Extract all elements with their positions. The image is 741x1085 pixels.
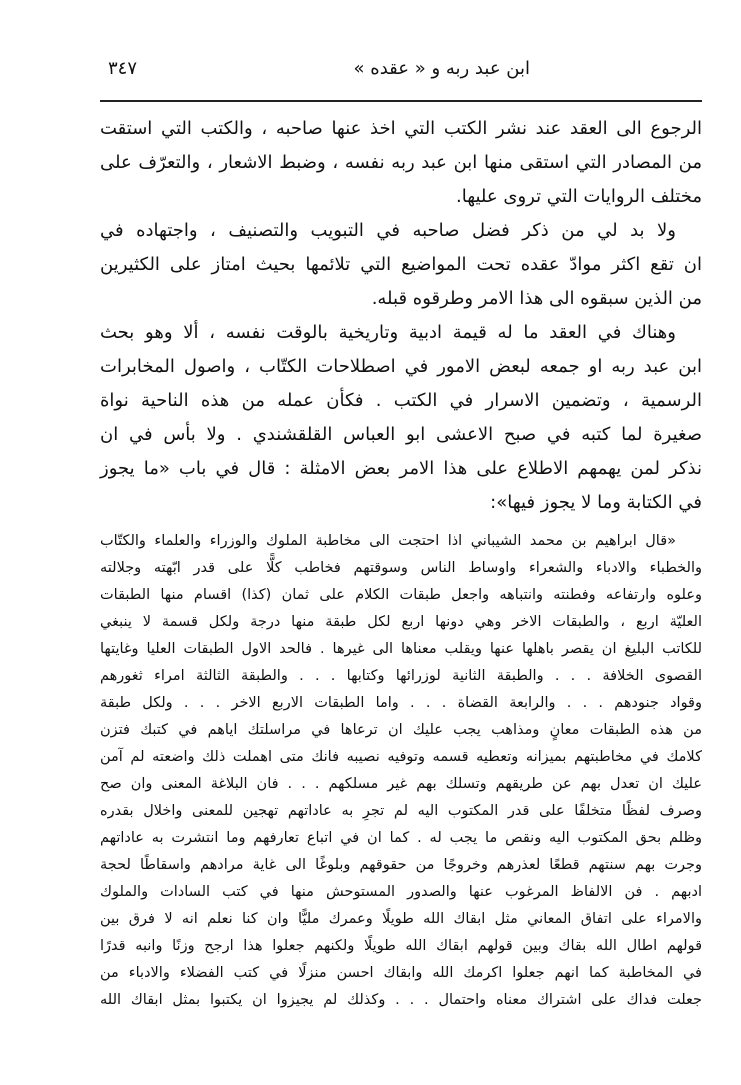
quote-line: جعلت فداك على اشتراك معناه واحتمال . . . وكذلك لم يجيزوا ان يكتبوا بمثل ابقاك الله <box>100 992 702 1008</box>
quote-line: وظلم بحق المكتوب اليه ونقص ما يجب له . كما ان في اتباع تعارفهم وما انتشرت به عاداتهم <box>100 830 702 846</box>
page-body <box>100 112 702 1014</box>
text-line: الرجوع الى العقد عند نشر الكتب التي اخذ عنها صاحبه ، والكتب التي استقت <box>100 118 702 139</box>
text-line: في الكتابة وما لا يجوز فيها»: <box>490 492 702 513</box>
quote-line: من هذه الطبقات معانٍ ومذاهب يجب عليك ان ترعاها في مراسلتك اياهم في كتبك فتزن <box>100 722 702 738</box>
text-line: ان تقع اكثر موادّ عقده تحت المواضيع التي تلائمها بحيث امتاز على الكثيرين <box>100 254 702 275</box>
main-text <box>100 112 702 520</box>
quote-line: في المخاطبة كما انهم جعلوا اكرمك الله وابقاك احسن منزلًا في كتب الفضلاء والادباء من <box>100 965 702 981</box>
quote-line: والامراء على اتفاق المعاني مثل ابقاك الله طويلًا وعمرك مليًّا وان كنا نعلم انه لا فرق بين <box>100 911 702 927</box>
text-line: صغيرة لما كتبه في صبح الاعشى ابو العباس القلقشندي . ولا بأس في ان <box>100 424 702 445</box>
text-line: من المصادر التي استقى منها ابن عبد ربه نفسه ، وضبط الاشعار ، والتعرّف على <box>100 152 702 173</box>
page-number: ٣٤٧ <box>108 58 138 79</box>
quote-line: والخطباء والادباء والشعراء واوساط الناس وسوقتهم فخاطب كلًّا على قدر ابّهته وجلالته <box>100 560 702 576</box>
text-line: من الذين سبقوه الى هذا الامر وطرقوه قبله. <box>371 288 702 309</box>
quote-line: للكاتب البليغ ان يقصر باهلها عنها ويقلب معناها الى غيرها . فالحد الاول الطبقات العليا وغايتها <box>100 641 702 657</box>
text-line: وهناك في العقد ما له قيمة ادبية وتاريخية بالوقت نفسه ، ألا وهو بحث <box>100 322 676 343</box>
running-title: ابن عبد ربه و « عقده » <box>353 58 530 79</box>
text-line: ابن عبد ربه او جمعه لبعض الامور في اصطلاحات الكتّاب ، واصول المخابرات <box>100 356 702 377</box>
text-line: مختلف الروايات التي تروى عليها. <box>456 186 702 207</box>
quote-line: كلامك في مخاطبتهم بميزانه وتعطيه قسمه وتوفيه نصيبه فانك متى اهملت ذلك واضعته لم آمن <box>100 749 702 765</box>
quote-line: عليك ان تعدل بهم عن طريقهم وتسلك بهم غير مسلكهم . . . فان البلاغة المعنى وان صح <box>100 776 702 792</box>
quote-line: القصوى الخلافة . . . والطبقة الثانية لوزرائها وكتابها . . . والطبقة الثالثة امراء ثغورهم <box>100 668 702 684</box>
text-line: نذكر لمن يهمهم الاطلاع على هذا الامر بعض الامثلة : قال في باب «ما يجوز <box>100 458 702 479</box>
quote-line: وقواد جنودهم . . . والرابعة القضاة . . . واما الطبقات الاربع الاخر . . . ولكل طبقة <box>100 695 702 711</box>
header-rule <box>100 100 702 102</box>
quote-line: وعلوه وارتفاعه وفطنته وانتباهه واجعل طبقات الكلام على ثمان (كذا) اقسام منها الطبقات <box>100 587 702 603</box>
quote-line: وجرت بهم سنتهم قطعًا لعذرهم وخروجًا من حقوقهم وبلوغًا الى غاية مرادهم واسقاطًا لحجة <box>100 857 702 873</box>
text-line: الرسمية ، وتضمين الاسرار في الكتب . فكأن عمله من هذه الناحية نواة <box>100 390 702 411</box>
quote-line: العليّة اربع ، والطبقات الاخر وهي دونها اربع لكل طبقة منها درجة ولكل قسمة لا ينبغي <box>100 614 702 630</box>
quoted-passage <box>100 528 702 1014</box>
quote-line: ادبهم . فن الالفاظ المرغوب عنها والصدور المستوحش منها في كتب السادات والملوك <box>100 884 702 900</box>
quote-line: قولهم اطال الله بقاك وبين قولهم ابقاك الله طويلًا ولكنهم جعلوا هذا ارجح وزنًا وانبه قدرًا <box>100 938 702 954</box>
quote-line: «قال ابراهيم بن محمد الشيباني اذا احتجت الى مخاطبة الملوك والوزراء والعلماء والكتّاب <box>100 533 676 549</box>
page-header <box>100 58 700 88</box>
text-line: ولا بد لي من ذكر فضل صاحبه في التبويب والتصنيف ، واجتهاده في <box>100 220 676 241</box>
quote-line: وصرف لفظًا متخلفًا على قدر المكتوب اليه لم تجرِ به عاداتهم تهجين للمعنى واخلال بقدره <box>100 803 702 819</box>
